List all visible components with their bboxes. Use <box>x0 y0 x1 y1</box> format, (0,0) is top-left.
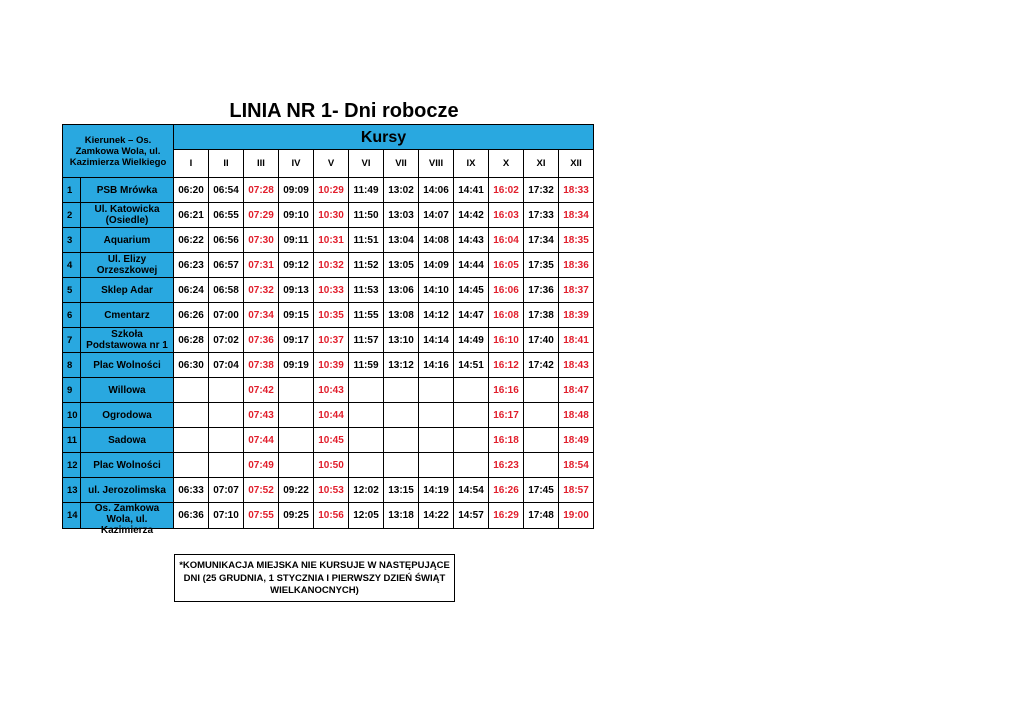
departure-time <box>279 453 314 478</box>
stop-number: 4 <box>63 253 81 278</box>
departure-time <box>384 453 419 478</box>
departure-time: 16:08 <box>489 303 524 328</box>
departure-time <box>419 453 454 478</box>
departure-time: 18:33 <box>559 178 594 203</box>
stop-name: PSB Mrówka <box>96 184 158 196</box>
table-row <box>63 228 594 253</box>
departure-time <box>454 453 489 478</box>
departure-time: 16:02 <box>489 178 524 203</box>
departure-time: 11:55 <box>349 303 384 328</box>
departure-time <box>454 378 489 403</box>
departure-time: 16:16 <box>489 378 524 403</box>
stop-name-cell <box>81 453 174 478</box>
departure-time <box>174 378 209 403</box>
departure-time: 07:32 <box>244 278 279 303</box>
course-header: II <box>209 150 244 178</box>
departure-time: 10:44 <box>314 403 349 428</box>
table-row <box>63 278 594 303</box>
stop-name: Sadowa <box>108 434 146 446</box>
departure-time: 07:38 <box>244 353 279 378</box>
departure-time: 14:19 <box>419 478 454 503</box>
stop-name: Aquarium <box>103 234 151 246</box>
departure-time: 10:29 <box>314 178 349 203</box>
stop-number: 8 <box>63 353 81 378</box>
departure-time: 16:05 <box>489 253 524 278</box>
course-header: XI <box>524 150 559 178</box>
departure-time: 06:23 <box>174 253 209 278</box>
departure-time: 18:41 <box>559 328 594 353</box>
table-row <box>63 503 594 529</box>
departure-time <box>349 453 384 478</box>
departure-time: 16:26 <box>489 478 524 503</box>
course-header: V <box>314 150 349 178</box>
departure-time <box>454 403 489 428</box>
departure-time <box>524 403 559 428</box>
direction-header: Kierunek – Os. Zamkowa Wola, ul. Kazimierza Wielkiego <box>63 125 174 178</box>
departure-time: 17:36 <box>524 278 559 303</box>
departure-time <box>174 403 209 428</box>
stop-name: Cmentarz <box>104 309 150 321</box>
course-header: VII <box>384 150 419 178</box>
departure-time: 17:32 <box>524 178 559 203</box>
stop-number: 6 <box>63 303 81 328</box>
departure-time: 06:33 <box>174 478 209 503</box>
departure-time: 10:33 <box>314 278 349 303</box>
departure-time: 14:43 <box>454 228 489 253</box>
departure-time: 14:14 <box>419 328 454 353</box>
stop-number: 1 <box>63 178 81 203</box>
table-row <box>63 203 594 228</box>
table-row <box>63 303 594 328</box>
stop-name: Os. Zamkowa Wola, ul. Kazimierza <box>94 503 160 536</box>
departure-time: 17:40 <box>524 328 559 353</box>
departure-time <box>279 403 314 428</box>
departure-time: 14:49 <box>454 328 489 353</box>
departure-time: 06:36 <box>174 503 209 529</box>
departure-time: 14:57 <box>454 503 489 529</box>
course-header: I <box>174 150 209 178</box>
departure-time: 14:41 <box>454 178 489 203</box>
departure-time: 13:04 <box>384 228 419 253</box>
departure-time <box>384 403 419 428</box>
departure-time: 13:05 <box>384 253 419 278</box>
departure-time: 09:09 <box>279 178 314 203</box>
departure-time: 16:12 <box>489 353 524 378</box>
departure-time: 14:12 <box>419 303 454 328</box>
stop-number: 10 <box>63 403 81 428</box>
departure-time: 11:53 <box>349 278 384 303</box>
table-row <box>63 453 594 478</box>
departure-time: 06:30 <box>174 353 209 378</box>
stop-name: Sklep Adar <box>101 284 153 296</box>
departure-time: 06:24 <box>174 278 209 303</box>
departure-time: 17:45 <box>524 478 559 503</box>
timetable <box>62 124 594 536</box>
departure-time: 18:36 <box>559 253 594 278</box>
departure-time <box>174 453 209 478</box>
stop-name: Ul. Katowicka (Osiedle) <box>94 204 160 226</box>
departure-time: 06:28 <box>174 328 209 353</box>
table-row <box>63 428 594 453</box>
departure-time: 07:43 <box>244 403 279 428</box>
stop-name: Willowa <box>108 384 146 396</box>
stop-name-cell <box>81 203 174 228</box>
departure-time: 17:35 <box>524 253 559 278</box>
departure-time <box>524 378 559 403</box>
stop-name: Ul. Elizy Orzeszkowej <box>96 254 158 276</box>
stop-number: 12 <box>63 453 81 478</box>
table-row <box>63 178 594 203</box>
departure-time: 07:52 <box>244 478 279 503</box>
departure-time: 07:55 <box>244 503 279 529</box>
departure-time <box>454 428 489 453</box>
departure-time: 18:49 <box>559 428 594 453</box>
departure-time: 17:42 <box>524 353 559 378</box>
departure-time: 09:11 <box>279 228 314 253</box>
departure-time <box>209 378 244 403</box>
departure-time: 06:22 <box>174 228 209 253</box>
departure-time: 06:20 <box>174 178 209 203</box>
departure-time <box>279 428 314 453</box>
departure-time: 14:09 <box>419 253 454 278</box>
departure-time: 17:33 <box>524 203 559 228</box>
table-row <box>63 328 594 353</box>
departure-time: 13:03 <box>384 203 419 228</box>
departure-time: 12:02 <box>349 478 384 503</box>
departure-time <box>174 428 209 453</box>
departure-time: 16:06 <box>489 278 524 303</box>
departure-time: 11:59 <box>349 353 384 378</box>
departure-time: 16:17 <box>489 403 524 428</box>
stop-name-cell <box>81 303 174 328</box>
departure-time: 07:49 <box>244 453 279 478</box>
departure-time: 10:35 <box>314 303 349 328</box>
departure-time: 18:34 <box>559 203 594 228</box>
stop-number: 5 <box>63 278 81 303</box>
departure-time: 06:55 <box>209 203 244 228</box>
departure-time: 09:19 <box>279 353 314 378</box>
departure-time: 16:04 <box>489 228 524 253</box>
departure-time: 13:10 <box>384 328 419 353</box>
stop-name-cell <box>81 478 174 503</box>
departure-time: 11:52 <box>349 253 384 278</box>
course-header: III <box>244 150 279 178</box>
course-header: IV <box>279 150 314 178</box>
departure-time: 11:51 <box>349 228 384 253</box>
course-header: X <box>489 150 524 178</box>
kursy-header: Kursy <box>174 125 594 150</box>
departure-time: 06:21 <box>174 203 209 228</box>
stop-name-cell <box>81 403 174 428</box>
departure-time: 12:05 <box>349 503 384 529</box>
departure-time: 18:54 <box>559 453 594 478</box>
service-note: *KOMUNIKACJA MIEJSKA NIE KURSUJE W NASTĘPUJĄCE DNI (25 GRUDNIA, 1 STYCZNIA I PIERWSZY DZIEŃ ŚWIĄT WIELKANOCNYCH) <box>174 554 455 602</box>
departure-time: 10:45 <box>314 428 349 453</box>
table-row <box>63 253 594 278</box>
departure-time: 10:53 <box>314 478 349 503</box>
departure-time: 07:02 <box>209 328 244 353</box>
departure-time: 09:12 <box>279 253 314 278</box>
departure-time: 07:29 <box>244 203 279 228</box>
table-row <box>63 403 594 428</box>
table-row <box>63 478 594 503</box>
departure-time: 14:47 <box>454 303 489 328</box>
departure-time: 10:32 <box>314 253 349 278</box>
departure-time: 16:10 <box>489 328 524 353</box>
departure-time: 13:18 <box>384 503 419 529</box>
course-header: IX <box>454 150 489 178</box>
departure-time: 07:00 <box>209 303 244 328</box>
departure-time: 18:57 <box>559 478 594 503</box>
departure-time: 10:39 <box>314 353 349 378</box>
stop-name-cell <box>81 428 174 453</box>
departure-time: 09:22 <box>279 478 314 503</box>
departure-time <box>419 428 454 453</box>
departure-time: 14:22 <box>419 503 454 529</box>
stop-name-cell <box>81 228 174 253</box>
stop-number: 11 <box>63 428 81 453</box>
departure-time: 13:02 <box>384 178 419 203</box>
departure-time: 18:47 <box>559 378 594 403</box>
departure-time: 10:30 <box>314 203 349 228</box>
departure-time: 13:06 <box>384 278 419 303</box>
departure-time: 10:56 <box>314 503 349 529</box>
stop-name-cell <box>81 353 174 378</box>
departure-time: 14:51 <box>454 353 489 378</box>
departure-time: 07:34 <box>244 303 279 328</box>
course-header: XII <box>559 150 594 178</box>
departure-time: 19:00 <box>559 503 594 529</box>
departure-time: 14:10 <box>419 278 454 303</box>
departure-time: 07:36 <box>244 328 279 353</box>
departure-time: 07:28 <box>244 178 279 203</box>
stop-name: Ogrodowa <box>102 409 152 421</box>
departure-time: 09:10 <box>279 203 314 228</box>
departure-time <box>349 378 384 403</box>
departure-time: 11:49 <box>349 178 384 203</box>
departure-time: 07:07 <box>209 478 244 503</box>
stop-number: 3 <box>63 228 81 253</box>
departure-time: 06:54 <box>209 178 244 203</box>
departure-time: 11:57 <box>349 328 384 353</box>
departure-time: 07:04 <box>209 353 244 378</box>
departure-time <box>524 428 559 453</box>
departure-time: 07:42 <box>244 378 279 403</box>
departure-time: 06:58 <box>209 278 244 303</box>
departure-time: 14:44 <box>454 253 489 278</box>
departure-time <box>419 378 454 403</box>
departure-time: 18:35 <box>559 228 594 253</box>
stop-name-cell <box>81 378 174 403</box>
departure-time: 11:50 <box>349 203 384 228</box>
course-header: VI <box>349 150 384 178</box>
departure-time: 16:03 <box>489 203 524 228</box>
stop-name-cell <box>81 178 174 203</box>
departure-time: 09:25 <box>279 503 314 529</box>
departure-time: 17:48 <box>524 503 559 529</box>
departure-time: 14:16 <box>419 353 454 378</box>
departure-time: 13:08 <box>384 303 419 328</box>
stop-name-cell <box>81 278 174 303</box>
stop-number: 7 <box>63 328 81 353</box>
departure-time: 06:57 <box>209 253 244 278</box>
departure-time <box>349 428 384 453</box>
departure-time: 17:34 <box>524 228 559 253</box>
departure-time: 14:08 <box>419 228 454 253</box>
stop-number: 13 <box>63 478 81 503</box>
departure-time: 09:13 <box>279 278 314 303</box>
timetable-body <box>63 178 594 536</box>
departure-time: 16:23 <box>489 453 524 478</box>
departure-time <box>524 453 559 478</box>
page-title: LINIA NR 1- Dni robocze <box>229 100 459 122</box>
departure-time: 17:38 <box>524 303 559 328</box>
departure-time: 10:50 <box>314 453 349 478</box>
departure-time: 10:31 <box>314 228 349 253</box>
departure-time <box>384 378 419 403</box>
stop-number: 14 <box>63 503 81 529</box>
departure-time: 10:37 <box>314 328 349 353</box>
departure-time: 09:17 <box>279 328 314 353</box>
table-row <box>63 353 594 378</box>
departure-time <box>209 453 244 478</box>
stop-name: Plac Wolności <box>93 459 161 471</box>
departure-time: 14:42 <box>454 203 489 228</box>
departure-time: 07:44 <box>244 428 279 453</box>
departure-time: 06:26 <box>174 303 209 328</box>
departure-time: 06:56 <box>209 228 244 253</box>
stop-number: 2 <box>63 203 81 228</box>
departure-time: 18:48 <box>559 403 594 428</box>
course-header: VIII <box>419 150 454 178</box>
departure-time: 13:15 <box>384 478 419 503</box>
stop-name: ul. Jerozolimska <box>88 484 166 496</box>
stop-name: Plac Wolności <box>93 359 161 371</box>
departure-time: 14:45 <box>454 278 489 303</box>
departure-time: 07:10 <box>209 503 244 529</box>
departure-time: 16:18 <box>489 428 524 453</box>
departure-time: 16:29 <box>489 503 524 529</box>
departure-time <box>349 403 384 428</box>
departure-time: 10:43 <box>314 378 349 403</box>
stop-name-cell <box>81 503 174 536</box>
stop-name-cell <box>81 253 174 278</box>
departure-time <box>209 403 244 428</box>
table-row <box>63 378 594 403</box>
departure-time: 18:43 <box>559 353 594 378</box>
departure-time: 09:15 <box>279 303 314 328</box>
departure-time: 14:54 <box>454 478 489 503</box>
departure-time: 07:31 <box>244 253 279 278</box>
stop-name: Szkoła Podstawowa nr 1 <box>86 329 168 351</box>
stop-number: 9 <box>63 378 81 403</box>
departure-time: 13:12 <box>384 353 419 378</box>
departure-time: 14:06 <box>419 178 454 203</box>
stop-name-cell <box>81 328 174 353</box>
departure-time <box>209 428 244 453</box>
departure-time: 14:07 <box>419 203 454 228</box>
departure-time <box>419 403 454 428</box>
departure-time <box>384 428 419 453</box>
departure-time <box>279 378 314 403</box>
departure-time: 18:39 <box>559 303 594 328</box>
departure-time: 07:30 <box>244 228 279 253</box>
departure-time: 18:37 <box>559 278 594 303</box>
